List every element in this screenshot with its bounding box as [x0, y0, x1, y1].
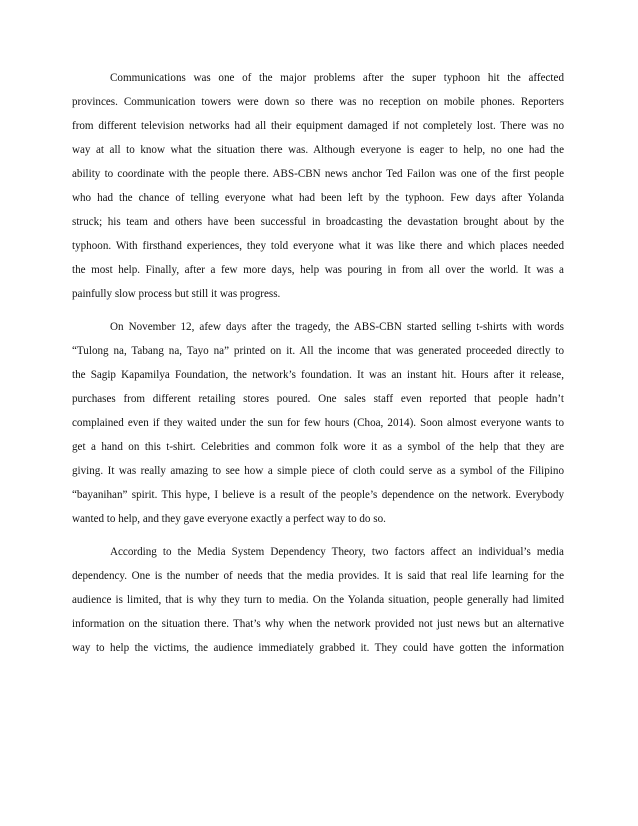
text-line: ability to coordinate with the people there. ABS-CBN news anchor Ted Failon was one of the first people: [72, 168, 564, 180]
paragraph-2: [72, 315, 564, 531]
text-line: get a hand on this t-shirt. Celebrities and common folk wore it as a symbol of the help that they are: [72, 441, 564, 453]
paragraph-1: [72, 66, 564, 306]
text-line: provinces. Communication towers were down so there was no reception on mobile phones. Reporters: [72, 96, 564, 108]
text-line: “bayanihan” spirit. This hype, I believe is a result of the people’s dependence on the network. Everybody: [72, 489, 564, 501]
document-page: [72, 66, 564, 669]
text-line: struck; his team and others have been successful in broadcasting the devastation brought about by the: [72, 216, 564, 228]
text-line: dependency. One is the number of needs that the media provides. It is said that real life learning for the: [72, 570, 564, 582]
text-line: painfully slow process but still it was progress.: [72, 288, 281, 300]
text-line: who had the chance of telling everyone what had been left by the typhoon. Few days after Yolanda: [72, 192, 564, 204]
text-line: wanted to help, and they gave everyone exactly a perfect way to do so.: [72, 513, 386, 525]
text-line: purchases from different retailing stores poured. One sales staff even reported that people hadn’t: [72, 393, 564, 405]
text-line: way to help the victims, the audience immediately grabbed it. They could have gotten the information: [72, 642, 564, 654]
text-line: from different television networks had all their equipment damaged if not completely lost. There was no: [72, 120, 564, 132]
text-line: giving. It was really amazing to see how a simple piece of cloth could serve as a symbol of the Filipino: [72, 465, 564, 477]
text-line: According to the Media System Dependency Theory, two factors affect an individual’s media: [110, 546, 564, 558]
text-line: the most help. Finally, after a few more days, help was pouring in from all over the world. It was a: [72, 264, 564, 276]
text-line: information on the situation there. That’s why when the network provided not just news but an alternative: [72, 618, 564, 630]
text-line: audience is limited, that is why they turn to media. On the Yolanda situation, people generally had limited: [72, 594, 564, 606]
text-line: Communications was one of the major problems after the super typhoon hit the affected: [110, 72, 564, 84]
text-line: complained even if they waited under the sun for few hours (Choa, 2014). Soon almost everyone wants to: [72, 417, 564, 429]
text-line: “Tulong na, Tabang na, Tayo na” printed on it. All the income that was generated proceeded directly to: [72, 345, 564, 357]
text-line: way at all to know what the situation there was. Although everyone is eager to help, no one had the: [72, 144, 564, 156]
paragraph-3: [72, 540, 564, 660]
text-line: typhoon. With firsthand experiences, they told everyone what it was like there and which places needed: [72, 240, 564, 252]
text-line: On November 12, afew days after the tragedy, the ABS-CBN started selling t-shirts with words: [110, 321, 564, 333]
text-line: the Sagip Kapamilya Foundation, the network’s foundation. It was an instant hit. Hours after it release,: [72, 369, 564, 381]
